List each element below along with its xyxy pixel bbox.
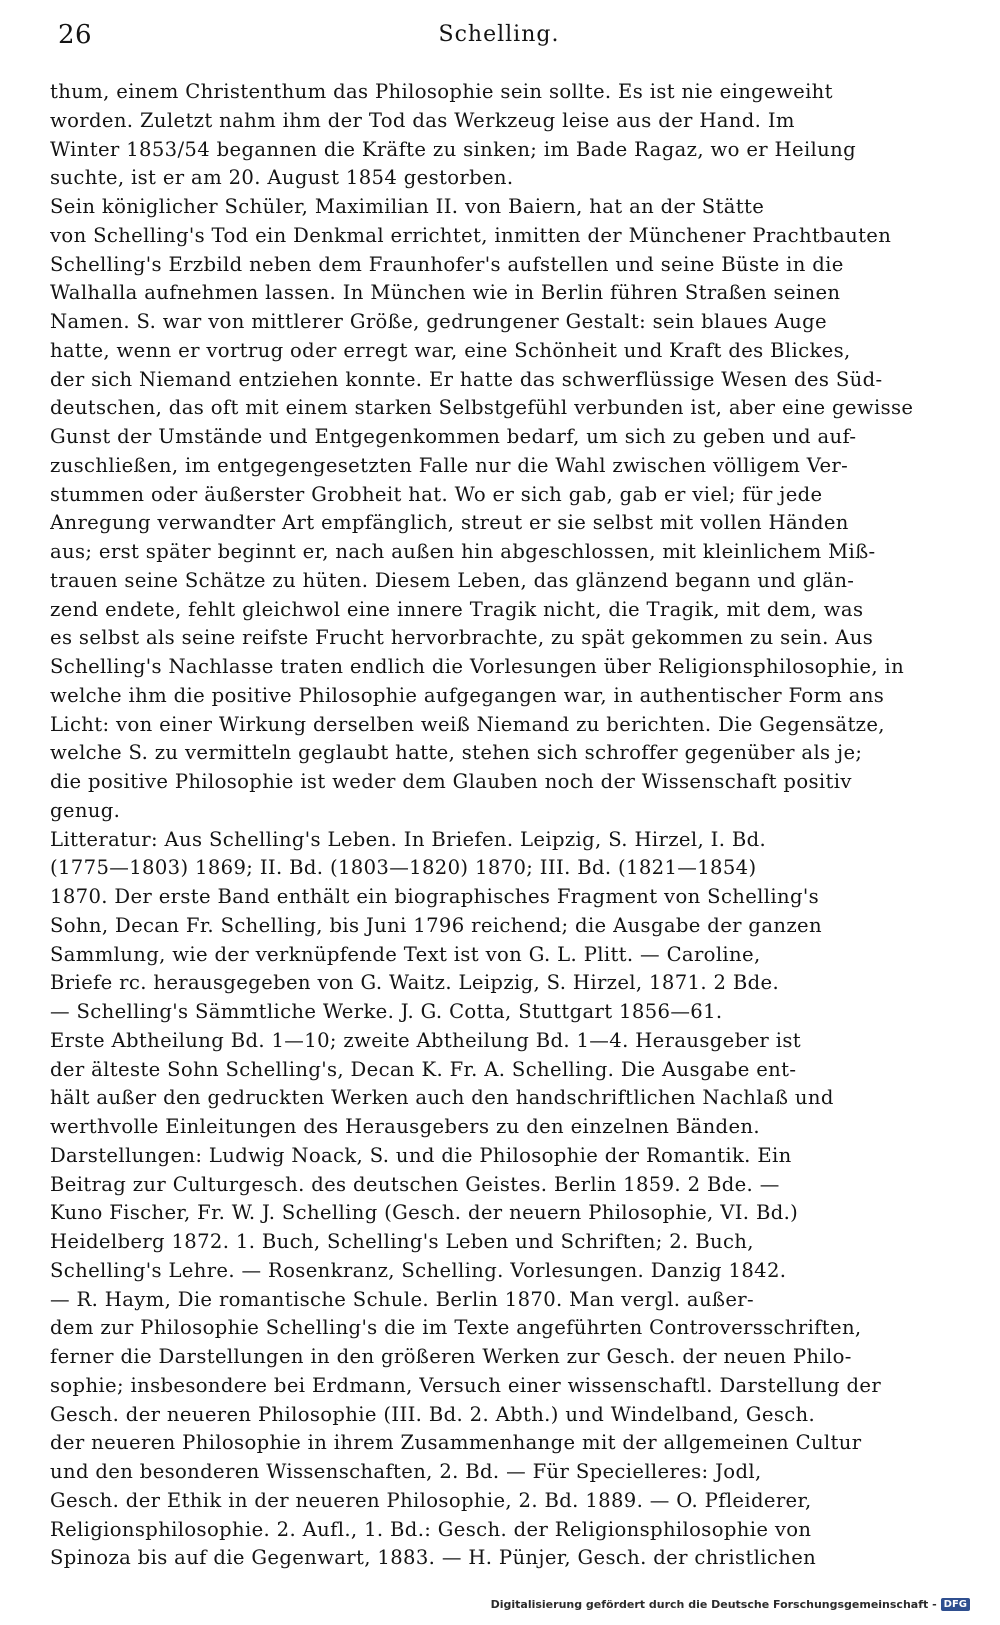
text-line: Briefe rc. herausgegeben von G. Waitz. Leipzig, S. Hirzel, 1871. 2 Bde. (50, 971, 780, 995)
text-line: Schelling's Lehre. — Rosenkranz, Schelling. Vorlesungen. Danzig 1842. (50, 1258, 787, 1282)
text-line: Schelling's Nachlasse traten endlich die Vorlesungen über Religionsphilosophie, in (50, 655, 905, 678)
text-line: welche S. zu vermitteln geglaubt hatte, stehen sich schroffer gegenüber als je; (50, 741, 863, 765)
running-title: Schelling. (438, 22, 560, 47)
text-body (50, 78, 945, 1573)
text-line: der neueren Philosophie in ihrem Zusammenhange mit der allgemeinen Cultur (50, 1431, 862, 1455)
dfg-logo: DFG (941, 1598, 970, 1611)
text-line: deutschen, das oft mit einem starken Selbstgefühl verbunden ist, aber eine gewisse (50, 396, 914, 420)
text-line: Heidelberg 1872. 1. Buch, Schelling's Leben und Schriften; 2. Buch, (50, 1230, 754, 1253)
text-line: Spinoza bis auf die Gegenwart, 1883. — H. Pünjer, Gesch. der christlichen (50, 1546, 817, 1570)
text-line: sophie; insbesondere bei Erdmann, Versuch einer wissenschaftl. Darstellung der (50, 1373, 882, 1397)
text-line: Litteratur: Aus Schelling's Leben. In Briefen. Leipzig, S. Hirzel, I. Bd. (50, 827, 767, 851)
text-line: ferner die Darstellungen in den größeren Werken zur Gesch. der neuen Philo- (50, 1345, 852, 1368)
text-line: der älteste Sohn Schelling's, Decan K. Fr. A. Schelling. Die Ausgabe ent- (50, 1057, 797, 1081)
text-line: Namen. S. war von mittlerer Größe, gedrungener Gestalt: sein blaues Auge (50, 310, 827, 333)
text-line: Winter 1853/54 begannen die Kräfte zu sinken; im Bade Ragaz, wo er Heilung (50, 137, 857, 161)
text-line: Sammlung, wie der verknüpfende Text ist von G. L. Plitt. — Caroline, (50, 942, 761, 966)
page-header (58, 20, 940, 56)
text-line: 1870. Der erste Band enthält ein biographisches Fragment von Schelling's (50, 885, 820, 908)
text-line: — Schelling's Sämmtliche Werke. J. G. Cotta, Stuttgart 1856—61. (50, 1000, 723, 1023)
text-line: Sein königlicher Schüler, Maximilian II. von Baiern, hat an der Stätte (50, 195, 765, 218)
text-line: suchte, ist er am 20. August 1854 gestorben. (50, 166, 514, 190)
text-line: von Schelling's Tod ein Denkmal errichtet, inmitten der Münchener Prachtbauten (50, 223, 892, 247)
text-line: aus; erst später beginnt er, nach außen hin abgeschlossen, mit kleinlichem Miß- (50, 540, 876, 563)
text-line: (1775—1803) 1869; II. Bd. (1803—1820) 1870; III. Bd. (1821—1854) (50, 856, 757, 880)
text-line: Religionsphilosophie. 2. Aufl., 1. Bd.: Gesch. der Religionsphilosophie von (50, 1517, 812, 1541)
page-number: 26 (58, 20, 93, 50)
text-line: — R. Haym, Die romantische Schule. Berlin 1870. Man vergl. außer- (50, 1287, 754, 1311)
text-line: Licht: von einer Wirkung derselben weiß Niemand zu berichten. Die Gegensätze, (50, 712, 885, 736)
text-line: welche ihm die positive Philosophie aufgegangen war, in authentischer Form ans (50, 683, 885, 707)
text-line: Beitrag zur Culturgesch. des deutschen Geistes. Berlin 1859. 2 Bde. — (50, 1172, 780, 1196)
text-line: und den besonderen Wissenschaften, 2. Bd. — Für Specielleres: Jodl, (50, 1460, 762, 1483)
text-line: hatte, wenn er vortrug oder erregt war, eine Schönheit und Kraft des Blickes, (50, 338, 851, 362)
text-line: Schelling's Erzbild neben dem Fraunhofer's aufstellen und seine Büste in die (50, 252, 844, 276)
text-line: werthvolle Einleitungen des Herausgebers zu den einzelnen Bänden. (50, 1115, 760, 1138)
text-line: Darstellungen: Ludwig Noack, S. und die Philosophie der Romantik. Ein (50, 1143, 792, 1167)
text-line: genug. (50, 798, 121, 822)
text-line: Anregung verwandter Art empfänglich, streut er sie selbst mit vollen Händen (50, 511, 849, 535)
text-line: Erste Abtheilung Bd. 1—10; zweite Abtheilung Bd. 1—4. Herausgeber ist (50, 1028, 801, 1052)
text-line: Gunst der Umstände und Entgegenkommen bedarf, um sich zu geben und auf- (50, 425, 857, 448)
text-line: hält außer den gedruckten Werken auch den handschriftlichen Nachlaß und (50, 1086, 834, 1110)
text-line: der sich Niemand entziehen konnte. Er hatte das schwerflüssige Wesen des Süd- (50, 367, 883, 391)
digitization-footer (491, 1595, 970, 1613)
text-line: trauen seine Schätze zu hüten. Diesem Leben, das glänzend begann und glän- (50, 568, 855, 592)
text-line: es selbst als seine reifste Frucht hervorbrachte, zu spät gekommen zu sein. Aus (50, 626, 874, 650)
text-line: Gesch. der Ethik in der neueren Philosophie, 2. Bd. 1889. — O. Pfleiderer, (50, 1488, 812, 1512)
text-line: Gesch. der neueren Philosophie (III. Bd. 2. Abth.) und Windelband, Gesch. (50, 1402, 816, 1426)
text-line: stummen oder äußerster Grobheit hat. Wo er sich gab, gab er viel; für jede (50, 482, 823, 506)
text-line: thum, einem Christenthum das Philosophie sein sollte. Es ist nie eingeweiht (50, 80, 833, 103)
text-line: Kuno Fischer, Fr. W. J. Schelling (Gesch. der neuern Philosophie, VI. Bd.) (50, 1201, 799, 1225)
text-line: zend endete, fehlt gleichwol eine innere Tragik nicht, die Tragik, mit dem, was (50, 597, 864, 621)
text-line: Sohn, Decan Fr. Schelling, bis Juni 1796 reichend; die Ausgabe der ganzen (50, 913, 822, 937)
text-line: zuschließen, im entgegengesetzten Falle nur die Wahl zwischen völligem Ver- (50, 453, 849, 477)
text-line: die positive Philosophie ist weder dem Glauben noch der Wissenschaft positiv (50, 770, 852, 793)
footer-credit: Digitalisierung gefördert durch die Deutsche Forschungsgemeinschaft - (490, 1597, 937, 1611)
text-line: Walhalla aufnehmen lassen. In München wie in Berlin führen Straßen seinen (50, 281, 841, 305)
text-line: worden. Zuletzt nahm ihm der Tod das Werkzeug leise aus der Hand. Im (50, 108, 795, 132)
text-line: dem zur Philosophie Schelling's die im Texte angeführten Controversschriften, (50, 1316, 862, 1340)
